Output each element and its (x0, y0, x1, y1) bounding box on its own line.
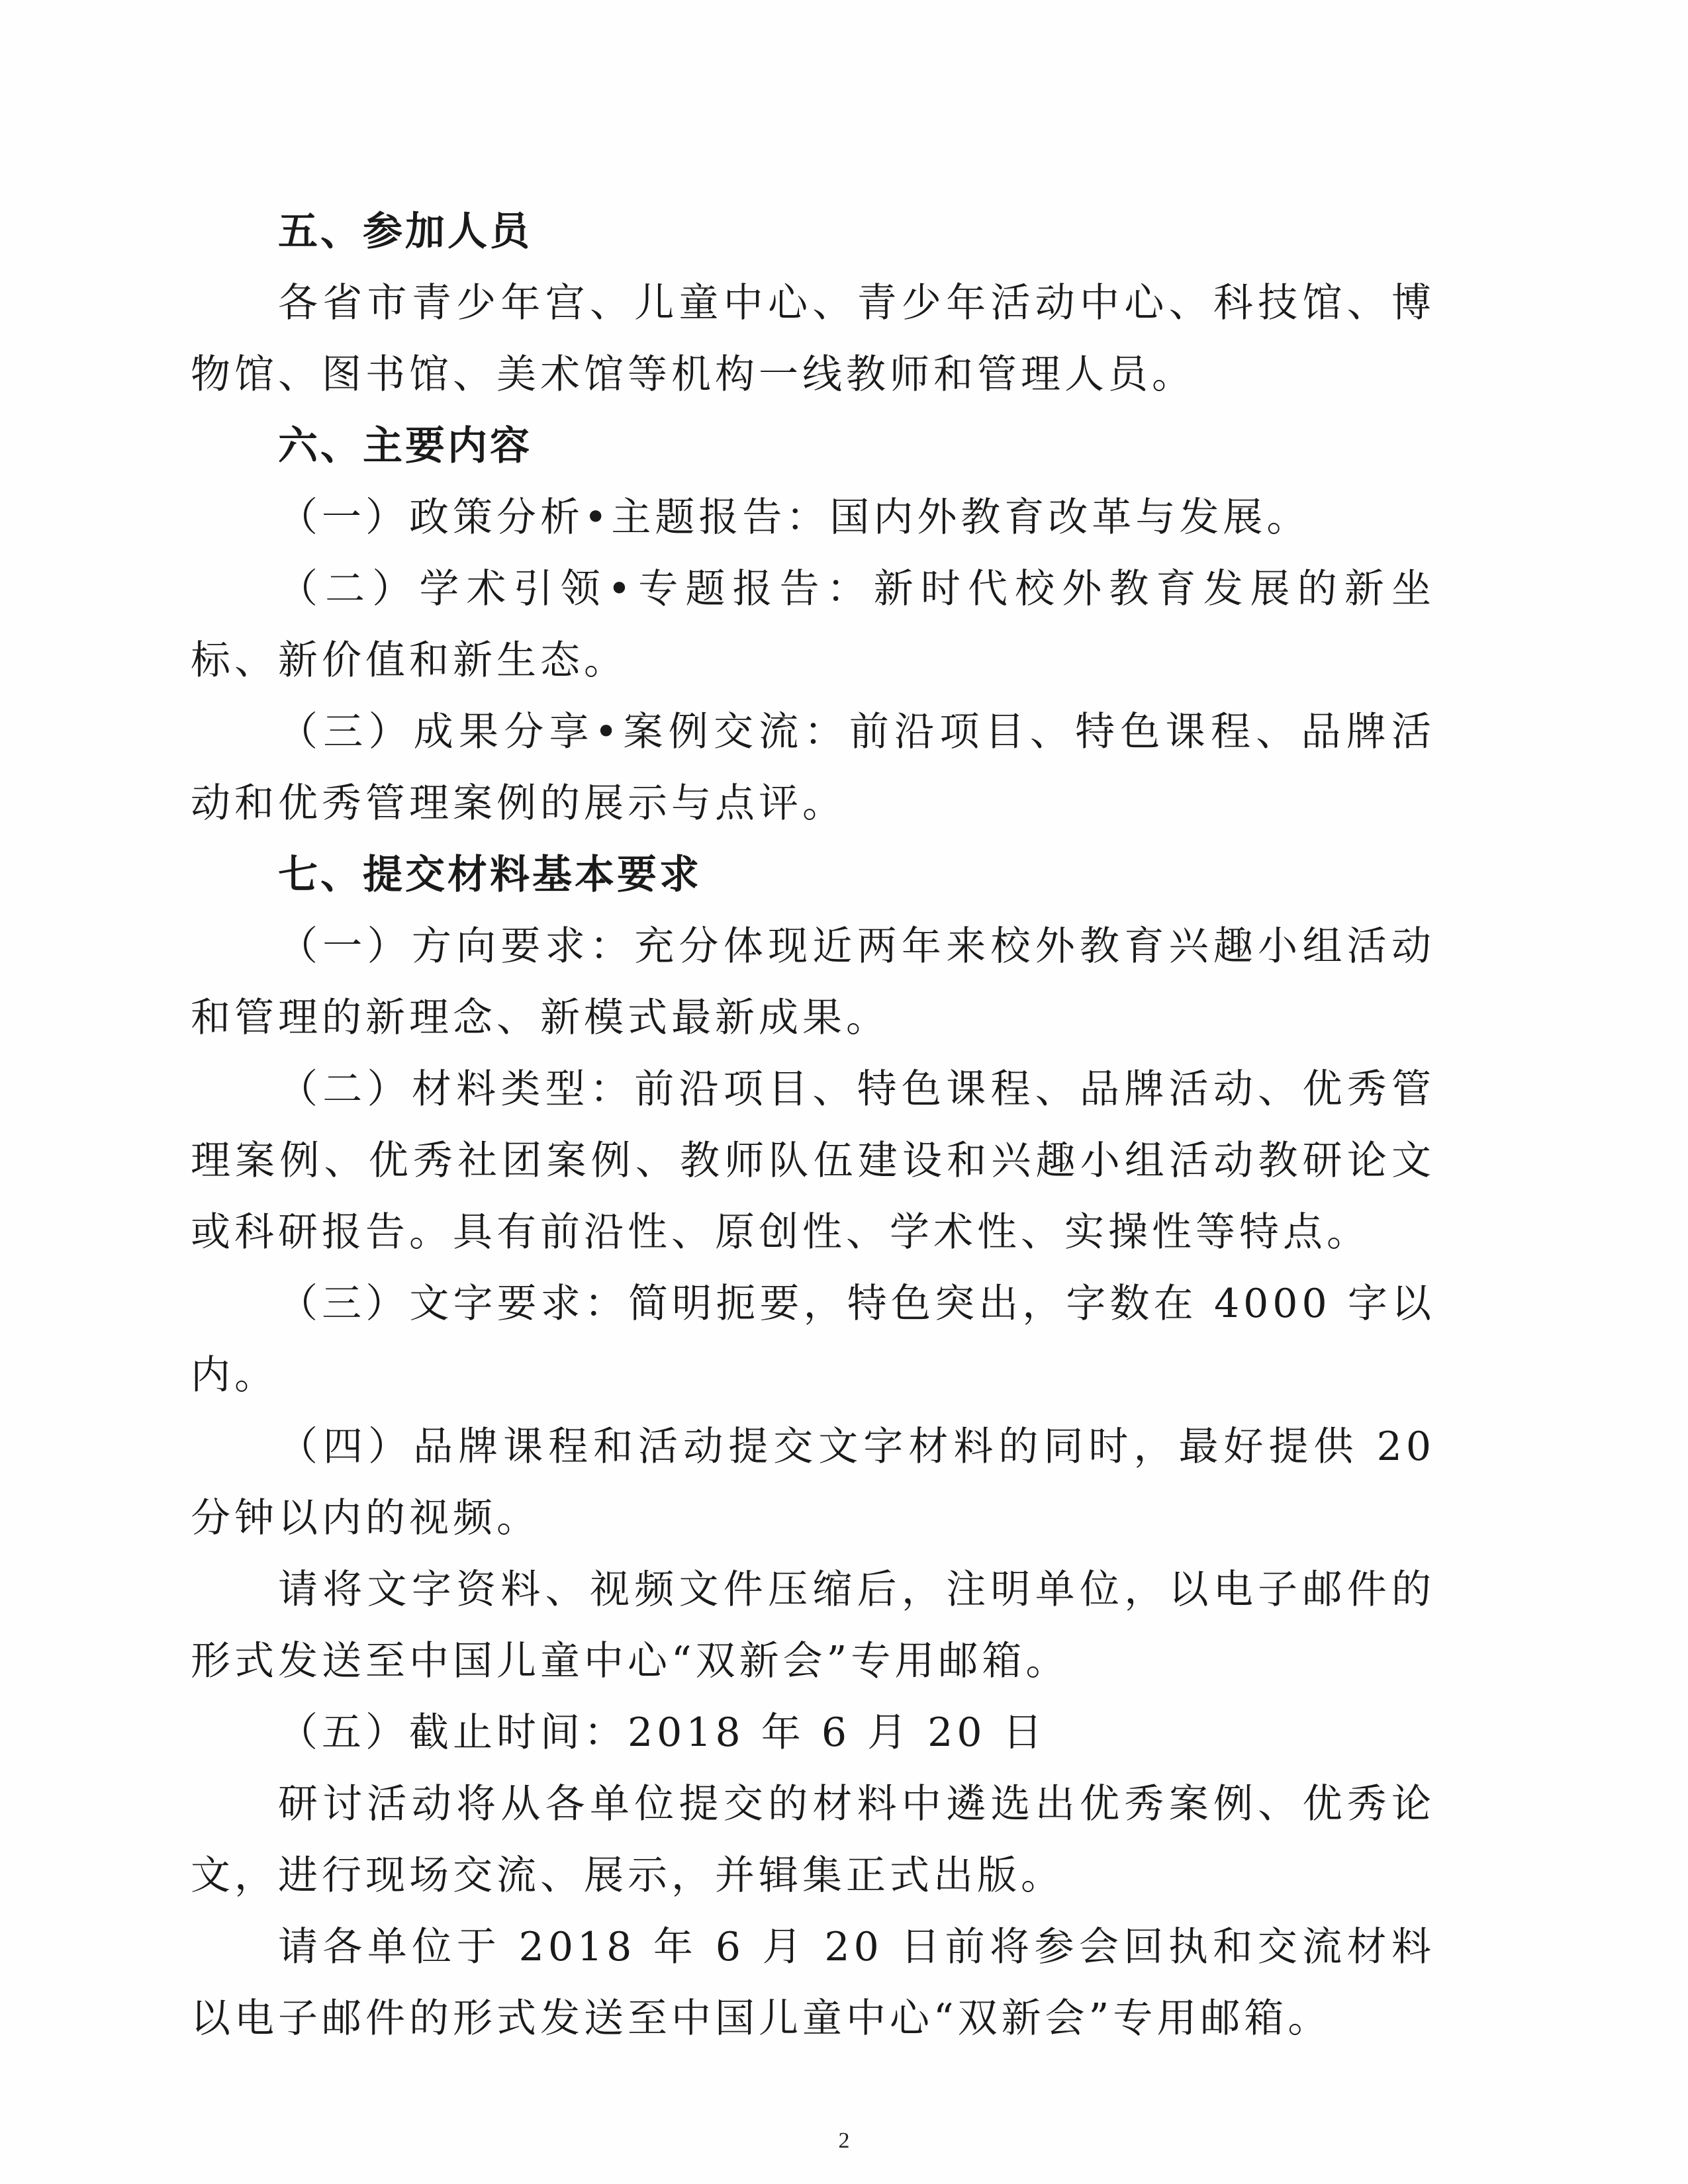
paragraph-submission-email: 请将文字资料、视频文件压缩后，注明单位，以电子邮件的形式发送至中国儿童中心“双新会”专用邮箱。 (191, 1567, 1435, 1684)
paragraph-requirement-video: （四）品牌课程和活动提交文字材料的同时，最好提供 20 分钟以内的视频。 (191, 1424, 1435, 1541)
paragraph-content-item-3: （三）成果分享•案例交流：前沿项目、特色课程、品牌活动和优秀管理案例的展示与点评。 (191, 709, 1435, 827)
page-number: 2 (838, 2128, 850, 2153)
section-heading-main-content: 六、主要内容 (278, 423, 532, 469)
paragraph-final-notice: 请各单位于 2018 年 6 月 20 日前将参会回执和交流材料以电子邮件的形式发送至中国儿童中心“双新会”专用邮箱。 (191, 1924, 1435, 2042)
section-heading-submission-requirements: 七、提交材料基本要求 (278, 852, 702, 898)
paragraph-requirement-direction: （一）方向要求：充分体现近两年来校外教育兴趣小组活动和管理的新理念、新模式最新成果。 (191, 923, 1435, 1041)
paragraph-requirement-material-type: （二）材料类型：前沿项目、特色课程、品牌活动、优秀管理案例、优秀社团案例、教师队伍建设和兴趣小组活动教研论文或科研报告。具有前沿性、原创性、学术性、实操性等特点。 (191, 1066, 1435, 1255)
paragraph-selection: 研讨活动将从各单位提交的材料中遴选出优秀案例、优秀论文，进行现场交流、展示，并辑集正式出版。 (191, 1781, 1435, 1899)
section-heading-participants: 五、参加人员 (278, 208, 532, 255)
paragraph-requirement-text: （三）文字要求：简明扼要，特色突出，字数在 4000 字以内。 (191, 1281, 1435, 1398)
document-body (191, 196, 1435, 2054)
paragraph-deadline: （五）截止时间：2018 年 6 月 20 日 (278, 1709, 1047, 1756)
paragraph-content-item-1: （一）政策分析•主题报告：国内外教育改革与发展。 (278, 494, 1311, 541)
paragraph-content-item-2: （二）学术引领•专题报告：新时代校外教育发展的新坐标、新价值和新生态。 (191, 566, 1435, 684)
paragraph-participants: 各省市青少年宫、儿童中心、青少年活动中心、科技馆、博物馆、图书馆、美术馆等机构一线教师和管理人员。 (191, 280, 1435, 398)
